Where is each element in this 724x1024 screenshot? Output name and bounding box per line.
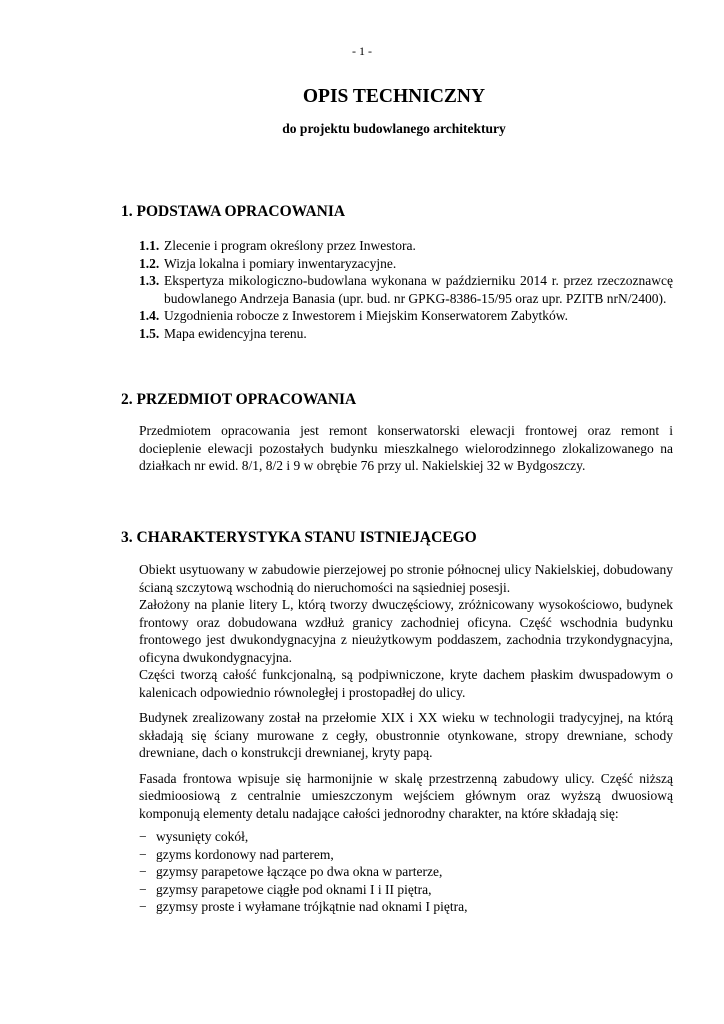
list-item	[139, 863, 673, 881]
facade-elements-list	[121, 828, 673, 916]
section-basis	[121, 202, 673, 342]
basis-list	[121, 237, 673, 342]
item-text: wysunięty cokół,	[156, 829, 249, 844]
list-item	[139, 898, 673, 916]
item-text: Uzgodnienia robocze z Inwestorem i Miejskim Konserwatorem Zabytków.	[164, 308, 569, 323]
item-text: Ekspertyza mikologiczno-budowlana wykonana w październiku 2014 r. przez rzeczoznawcę budowlanego Andrzeja Banasia (upr. bud. nr GPKG-8386-15/95 oraz upr. PZITB nrN/2400).	[164, 273, 673, 306]
list-item	[139, 255, 673, 273]
subject-paragraph: Przedmiotem opracowania jest remont konserwatorski elewacji frontowej oraz remont i docieplenie elewacji pozostałych budynku mieszkalnego wielorodzinnego zlokalizowanego na działkach nr ewid. 8/1, 8/2 i 9 w obrębie 76 przy ul. Nakielskiej 32 w Bydgoszczy.	[139, 423, 673, 473]
section-heading: 2. PRZEDMIOT OPRACOWANIA	[121, 391, 357, 408]
item-text: gzymsy parapetowe łączące po dwa okna w parterze,	[156, 864, 443, 879]
dash-bullet: −	[139, 829, 147, 844]
list-item	[139, 272, 673, 307]
section-existing-state	[121, 528, 673, 916]
paragraph-facade: Fasada frontowa wpisuje się harmonijnie w skalę przestrzenną zabudowy ulicy. Część niższą siedmioosiową z centralnie umieszczonym wejściem głównym oraz wyższą dwuosiową komponują elementy detalu nadające całości jednorodny charakter, na które składają się:	[139, 770, 673, 821]
item-number: 1.2.	[139, 255, 160, 271]
dash-bullet: −	[139, 864, 147, 879]
section-heading: 3. CHARAKTERYSTYKA STANU ISTNIEJĄCEGO	[121, 529, 477, 546]
item-number: 1.5.	[139, 325, 160, 341]
item-text: gzymsy proste i wyłamane trójkątnie nad oknami I piętra,	[156, 899, 468, 914]
item-text: gzymsy parapetowe ciągłe pod oknami I i II piętra,	[156, 881, 432, 897]
item-text: Mapa ewidencyjna terenu.	[164, 325, 307, 341]
item-text: Wizja lokalna i pomiary inwentaryzacyjne.	[164, 255, 397, 271]
list-item	[139, 828, 673, 846]
paragraph-construction: Budynek zrealizowany został na przełomie XIX i XX wieku w technologii tradycyjnej, na którą składają się ściany murowane z cegły, obustronnie otynkowane, stropy drewniane, schody drewniane, dach o konstrukcji drewnianej, kryty papą.	[139, 710, 673, 760]
item-number: 1.3.	[139, 273, 160, 288]
list-item	[139, 881, 673, 899]
list-item	[139, 846, 673, 864]
paragraph-location: Obiekt usytuowany w zabudowie pierzejowej po stronie północnej ulicy Nakielskiej, dobudowany ścianą szczytową wschodnią do nieruchomości na sąsiedniej posesji.	[139, 562, 673, 595]
page-number: - 1 -	[352, 44, 372, 58]
dash-bullet: −	[139, 881, 147, 897]
document-title: OPIS TECHNICZNY	[302, 86, 486, 107]
paragraph-parts: Części tworzą całość funkcjonalną, są podpiwniczone, kryte dachem płaskim dwuspadowym o kalenicach odpowiednio równoległej i prostopadłej do ulicy.	[139, 667, 673, 700]
dash-bullet: −	[139, 899, 147, 914]
list-item	[139, 325, 673, 343]
section-heading: 1. PODSTAWA OPRACOWANIA	[121, 203, 346, 220]
list-item	[139, 237, 673, 255]
item-number: 1.4.	[139, 308, 160, 323]
list-item	[139, 307, 673, 325]
item-number: 1.1.	[139, 238, 160, 253]
item-text: Zlecenie i program określony przez Inwestora.	[164, 238, 416, 253]
document-subtitle: do projektu budowlanego architektury	[282, 121, 506, 136]
section-subject	[121, 390, 673, 475]
item-text: gzyms kordonowy nad parterem,	[156, 846, 334, 862]
paragraph-plan: Założony na planie litery L, którą tworzy dwuczęściowy, zróżnicowany wysokościowo, budynek frontowy oraz dobudowana wzdłuż granicy zachodniej oficyna. Część wschodnia budynku frontowego jest dwukondygnacyjna z nieużytkowym poddaszem, zachodnia trzykondygnacyjna, oficyna dwukondygnacyjna.	[139, 597, 673, 665]
dash-bullet: −	[139, 846, 147, 862]
